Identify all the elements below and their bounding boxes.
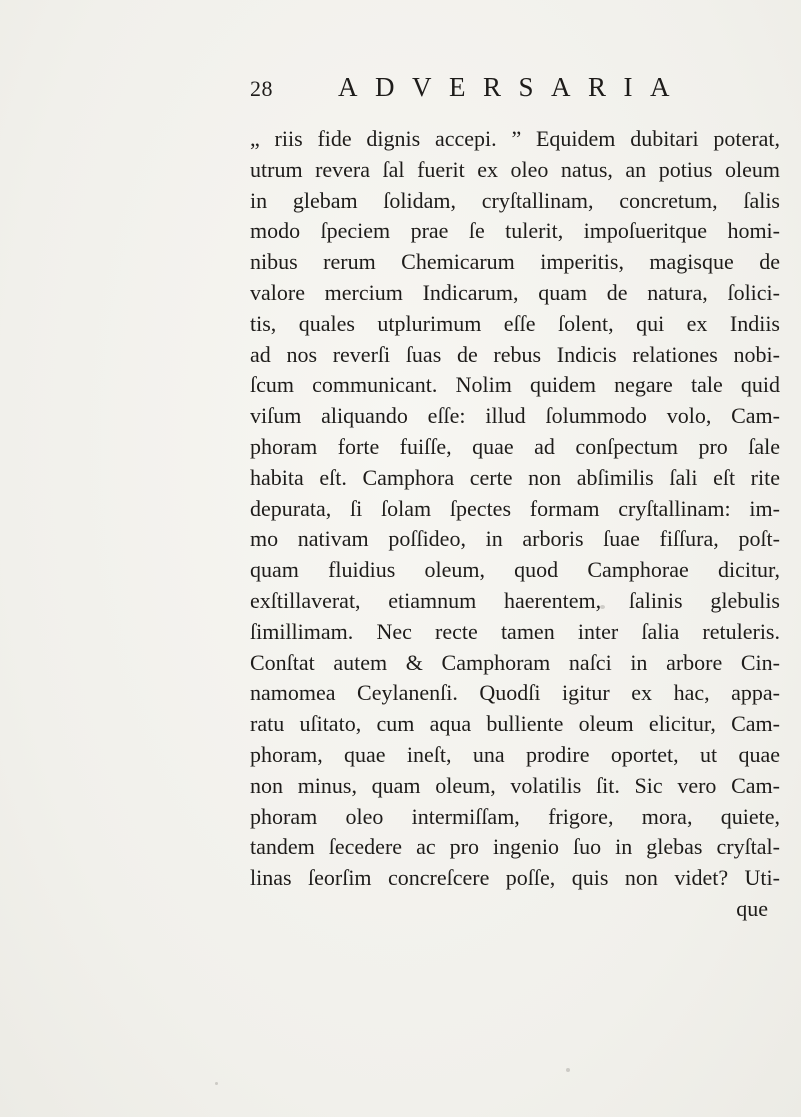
text-line: ſimillimam. Nec recte tamen inter ſalia retuleris. (250, 618, 780, 644)
text-line: quam fluidius oleum, quod Camphorae dicitur, (250, 557, 780, 583)
body-text (250, 124, 780, 925)
catchword: que (736, 895, 768, 921)
paper-speck (215, 1082, 218, 1085)
text-line: nibus rerum Chemicarum imperitis, magisque de (250, 249, 780, 275)
text-line: Conſtat autem & Camphoram naſci in arbore Cin- (250, 649, 780, 675)
text-line: linas ſeorſim concreſcere poſſe, quis non videt? Uti- (250, 865, 780, 891)
text-line: ſcum communicant. Nolim quidem negare tale quid (250, 372, 780, 398)
text-line: in glebam ſolidam, cryſtallinam, concretum, ſalis (250, 187, 780, 213)
text-line: ratu uſitato, cum aqua bulliente oleum elicitur, Cam- (250, 711, 780, 737)
paper-speck (600, 605, 605, 609)
text-line: exſtillaverat, etiamnum haerentem, ſalinis glebulis (250, 587, 780, 613)
text-line: mo nativam poſſideo, in arboris ſuae fiſſura, poſt- (250, 526, 780, 552)
text-line: phoram forte fuiſſe, quae ad conſpectum pro ſale (250, 433, 780, 459)
text-line: non minus, quam oleum, volatilis ſit. Sic vero Cam- (250, 772, 780, 798)
text-line: tandem ſecedere ac pro ingenio ſuo in glebas cryſtal- (250, 834, 780, 860)
running-title: ADVERSARIA (338, 72, 688, 102)
text-line: namomea Ceylanenſi. Quodſi igitur ex hac, appa- (250, 680, 780, 706)
text-line: modo ſpeciem prae ſe tulerit, impoſueritque homi- (250, 218, 780, 244)
paper-speck (566, 1068, 570, 1072)
text-line: ad nos reverſi ſuas de rebus Indicis relationes nobi- (250, 341, 780, 367)
text-line: utrum revera ſal fuerit ex oleo natus, an potius oleum (250, 156, 780, 182)
text-line: habita eſt. Camphora certe non abſimilis ſali eſt rite (250, 464, 780, 490)
text-line: phoram, quae ineſt, una prodire oportet, ut quae (250, 741, 780, 767)
text-line: valore mercium Indicarum, quam de natura, ſolici- (250, 279, 780, 305)
text-line: viſum aliquando eſſe: illud ſolummodo volo, Cam- (250, 403, 780, 429)
page-number: 28 (250, 76, 273, 101)
text-line: phoram oleo intermiſſam, frigore, mora, quiete, (250, 803, 780, 829)
text-line: tis, quales utplurimum eſſe ſolent, qui ex Indiis (250, 310, 780, 336)
text-line: „ riis fide dignis accepi. ” Equidem dubitari poterat, (250, 126, 780, 151)
text-line: depurata, ſi ſolam ſpectes formam cryſtallinam: im- (250, 495, 780, 521)
page-header (250, 72, 720, 106)
